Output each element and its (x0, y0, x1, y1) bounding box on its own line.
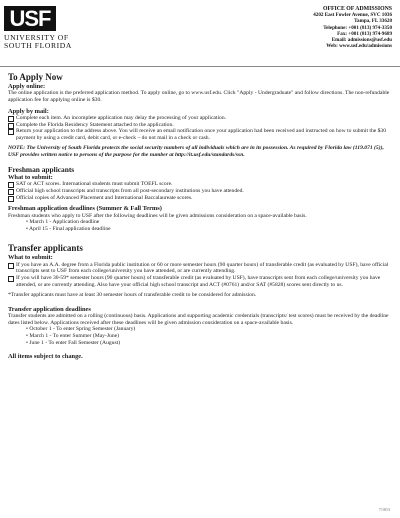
apply-online-heading: Apply online: (8, 83, 46, 90)
transfer-footnote: *Transfer applicants must have at least 30 semester hours of transferable credit to be considered for admission. (8, 292, 257, 299)
transfer-submit-heading: What to submit: (8, 254, 53, 262)
transfer-deadlines-text: Transfer students are admitted on a rolling (continuous) basis. Applications and supporting academic credentials (transcripts/ test scores) must be received by the deadline dates listed below. Applications received after these deadlines will be given admission consideration on a space-available basis. (8, 313, 389, 326)
checkbox-icon (8, 196, 14, 202)
freshman-item: SAT or ACT scores. International students must submit TOEFL score. (8, 181, 392, 188)
transfer-deadline: • March 1 - To enter Summer (May-June) (26, 332, 119, 339)
transfer-deadlines-heading: Transfer application deadlines (8, 305, 91, 313)
office-name: OFFICE OF ADMISSIONS (322, 6, 392, 12)
document-code: 7/1813 (378, 507, 390, 512)
apply-title: To Apply Now (8, 72, 63, 82)
apply-online-text: The online application is the preferred application method. To apply online, go to www.usf.edu. Click "Apply - Undergraduate" and follow directions. The non-refundable application fee for applying online is $30. (8, 90, 390, 103)
freshman-deadline: • April 15 - Final application deadline (26, 225, 111, 232)
city-state-zip: Tampa, FL 33620 (354, 18, 392, 25)
subject-to-change: All items subject to change. (8, 353, 83, 361)
header-divider (0, 66, 400, 67)
mail-item: Return your application to the address above. You will receive an email notification once your application had been received and instructed on how to submit the $30 payment by using a credit card, debit card, or e-check – do not mail in a check or cash. (8, 128, 392, 141)
mail-item: Complete each item. An incomplete application may delay the processing of your application. (8, 115, 392, 122)
office-address-block (313, 6, 392, 49)
web: Web: www.usf.edu/admissions (326, 43, 392, 50)
transfer-deadline: • October 1 - To enter Spring Semester (January) (26, 326, 136, 333)
apply-mail-heading: Apply by mail: (8, 107, 49, 115)
checkbox-icon (8, 129, 14, 135)
transfer-deadline: • June 1 - To enter Fall Semester (August) (26, 339, 121, 346)
letterhead (0, 0, 400, 66)
main-content (8, 72, 392, 361)
fax: Fax: +001 (813) 974-9689 (337, 30, 392, 37)
freshman-item: Official high school transcripts and transcripts from all post-secondary institutions you have attended. (8, 188, 392, 195)
transfer-heading: Transfer applicants (8, 243, 83, 254)
ssn-note: NOTE: The University of South Florida protects the social security numbers of all individuals which are in its possession. As required by Florida law (119.071 (5)), USF provides written notice to persons of the purpose for the number at http://it.usf.edu/standards/ssn. (8, 145, 384, 158)
freshman-item: Official copies of Advanced Placement and International Baccalaureate scores. (8, 195, 392, 202)
usf-logo: USF (4, 6, 56, 31)
checkbox-icon (8, 263, 14, 269)
mail-item: Complete the Florida Residency Statement attached to the application. (8, 122, 392, 129)
freshman-heading: Freshman applicants (8, 164, 75, 174)
transfer-item: If you will have 30-59* semester hours (90 quarter hours) of transferable credit (as evaluated by USF), have transcripts sent from each college/university you have attended, or are currently attending. Also have your official high school transcript and ACT (#0761) and/or SAT (#5828) scores sent directly to us. (8, 275, 392, 288)
telephone: Telephone: +001 (813) 974-3350 (323, 24, 392, 31)
checkbox-icon (8, 276, 14, 282)
freshman-deadline: • March 1 - Application deadline (26, 219, 100, 226)
freshman-deadlines-text: Freshman students who apply to USF after the following deadlines will be given admissions consideration on a space-available basis. (8, 212, 307, 219)
email: Email: admissions@usf.edu (331, 37, 392, 44)
transfer-item: If you have an A.A. degree from a Florida public institution or 60 or more semester hours (90 quarter hours) of transferable credit (as evaluated by USF), have official transcripts sent to USF from each college/university you have attended, or are currently attending. (8, 262, 392, 275)
university-name: UNIVERSITY OF SOUTH FLORIDA (4, 33, 72, 51)
freshman-deadlines-heading: Freshman application deadlines (Summer & Fall Terms) (8, 205, 162, 213)
street-address: 4202 East Fowler Avenue, SVC 1036 (313, 12, 392, 19)
freshman-submit-heading: What to submit: (8, 173, 53, 181)
